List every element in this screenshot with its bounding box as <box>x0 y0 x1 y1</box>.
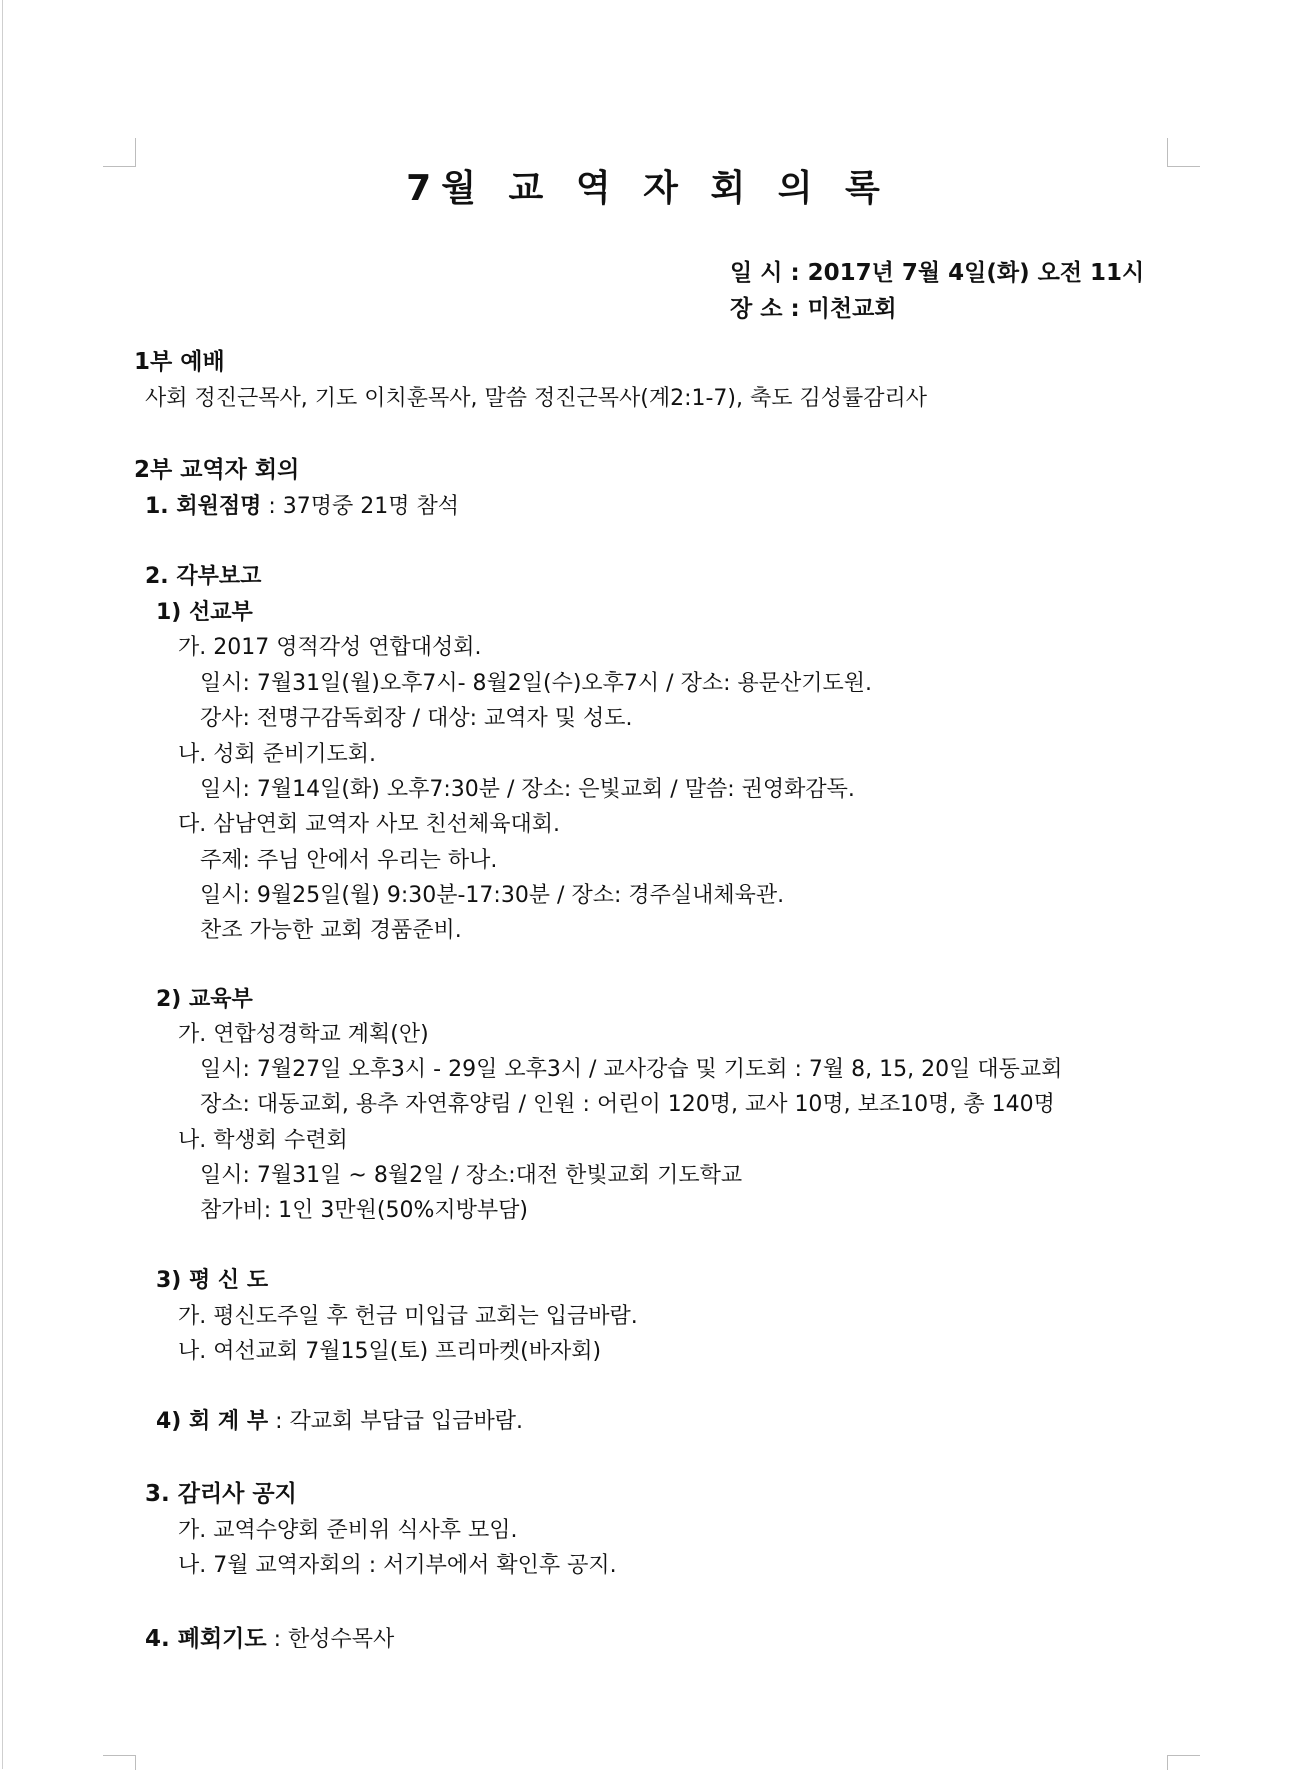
attendance-text: 37명중 21명 참석 <box>282 494 459 519</box>
document-title: 7월 교 역 자 회 의 록 <box>406 168 890 209</box>
page-edge <box>2 0 3 1769</box>
attendance-label: 1. 회원점명 <box>145 494 262 519</box>
meeting-date <box>730 254 1144 287</box>
education-line: 나. 학생회 수련회 <box>178 1128 348 1153</box>
closing-prayer-line <box>145 1626 394 1653</box>
part1-text: 사회 정진근목사, 기도 이치훈목사, 말씀 정진근목사(계2:1-7), 축도 김성률감리사 <box>145 386 928 411</box>
place-value: 미천교회 <box>807 296 897 322</box>
corner-mark-bottom-right <box>1167 1755 1200 1770</box>
mission-line: 찬조 가능한 교회 경품준비. <box>200 918 462 943</box>
accounting-sep: : <box>268 1409 290 1434</box>
laity-heading: 3) 평 신 도 <box>156 1268 269 1293</box>
mission-line: 강사: 전명구감독회장 / 대상: 교역자 및 성도. <box>200 706 633 731</box>
attendance-sep: : <box>261 494 283 519</box>
date-value: 2017년 7월 4일(화) 오전 11시 <box>807 260 1145 286</box>
closing-prayer-sep: : <box>266 1627 289 1652</box>
place-label: 장 소 : <box>730 296 800 322</box>
meeting-place <box>730 290 897 323</box>
laity-line: 가. 평신도주일 후 헌금 미입급 교회는 입금바람. <box>178 1304 638 1329</box>
mission-line: 일시: 9월25일(월) 9:30분-17:30분 / 장소: 경주실내체육관. <box>200 883 785 908</box>
mission-line: 가. 2017 영적각성 연합대성회. <box>178 635 482 660</box>
notice-line: 가. 교역수양회 준비위 식사후 모임. <box>178 1518 518 1543</box>
notice-heading: 3. 감리사 공지 <box>145 1481 297 1507</box>
mission-line: 주제: 주님 안에서 우리는 하나. <box>200 848 498 873</box>
education-line: 일시: 7월27일 오후3시 - 29일 오후3시 / 교사강습 및 기도회 : 7월 8, 15, 20일 대동교회 <box>200 1057 1063 1082</box>
reports-heading: 2. 각부보고 <box>145 564 262 589</box>
accounting-text: 각교회 부담급 입금바람. <box>289 1409 524 1434</box>
mission-line: 일시: 7월31일(월)오후7시- 8월2일(수)오후7시 / 장소: 용문산기도원. <box>200 671 872 696</box>
education-line: 장소: 대동교회, 용추 자연휴양림 / 인원 : 어린이 120명, 교사 10명, 보조10명, 총 140명 <box>200 1092 1055 1117</box>
closing-prayer-label: 4. 폐회기도 <box>145 1626 267 1652</box>
date-label: 일 시 : <box>730 260 800 286</box>
education-line: 일시: 7월31일 ~ 8월2일 / 장소:대전 한빛교회 기도학교 <box>200 1163 743 1188</box>
part1-heading: 1부 예배 <box>134 349 225 375</box>
accounting-label: 4) 회 계 부 <box>156 1409 269 1434</box>
accounting-line <box>156 1409 523 1435</box>
mission-line: 일시: 7월14일(화) 오후7:30분 / 장소: 은빛교회 / 말씀: 권영화감독. <box>200 777 855 802</box>
mission-line: 다. 삼남연회 교역자 사모 친선체육대회. <box>178 812 560 837</box>
attendance-line <box>145 494 459 520</box>
education-line: 가. 연합성경학교 계획(안) <box>178 1022 429 1047</box>
mission-heading: 1) 선교부 <box>156 600 253 625</box>
mission-line: 나. 성회 준비기도회. <box>178 742 376 767</box>
notice-line: 나. 7월 교역자회의 : 서기부에서 확인후 공지. <box>178 1553 617 1578</box>
education-heading: 2) 교육부 <box>156 987 253 1012</box>
corner-mark-bottom-left <box>103 1755 136 1770</box>
closing-prayer-text: 한성수목사 <box>288 1627 395 1652</box>
part2-heading: 2부 교역자 회의 <box>134 457 300 483</box>
laity-line: 나. 여선교회 7월15일(토) 프리마켓(바자회) <box>178 1339 602 1364</box>
education-line: 참가비: 1인 3만원(50%지방부담) <box>200 1198 528 1223</box>
